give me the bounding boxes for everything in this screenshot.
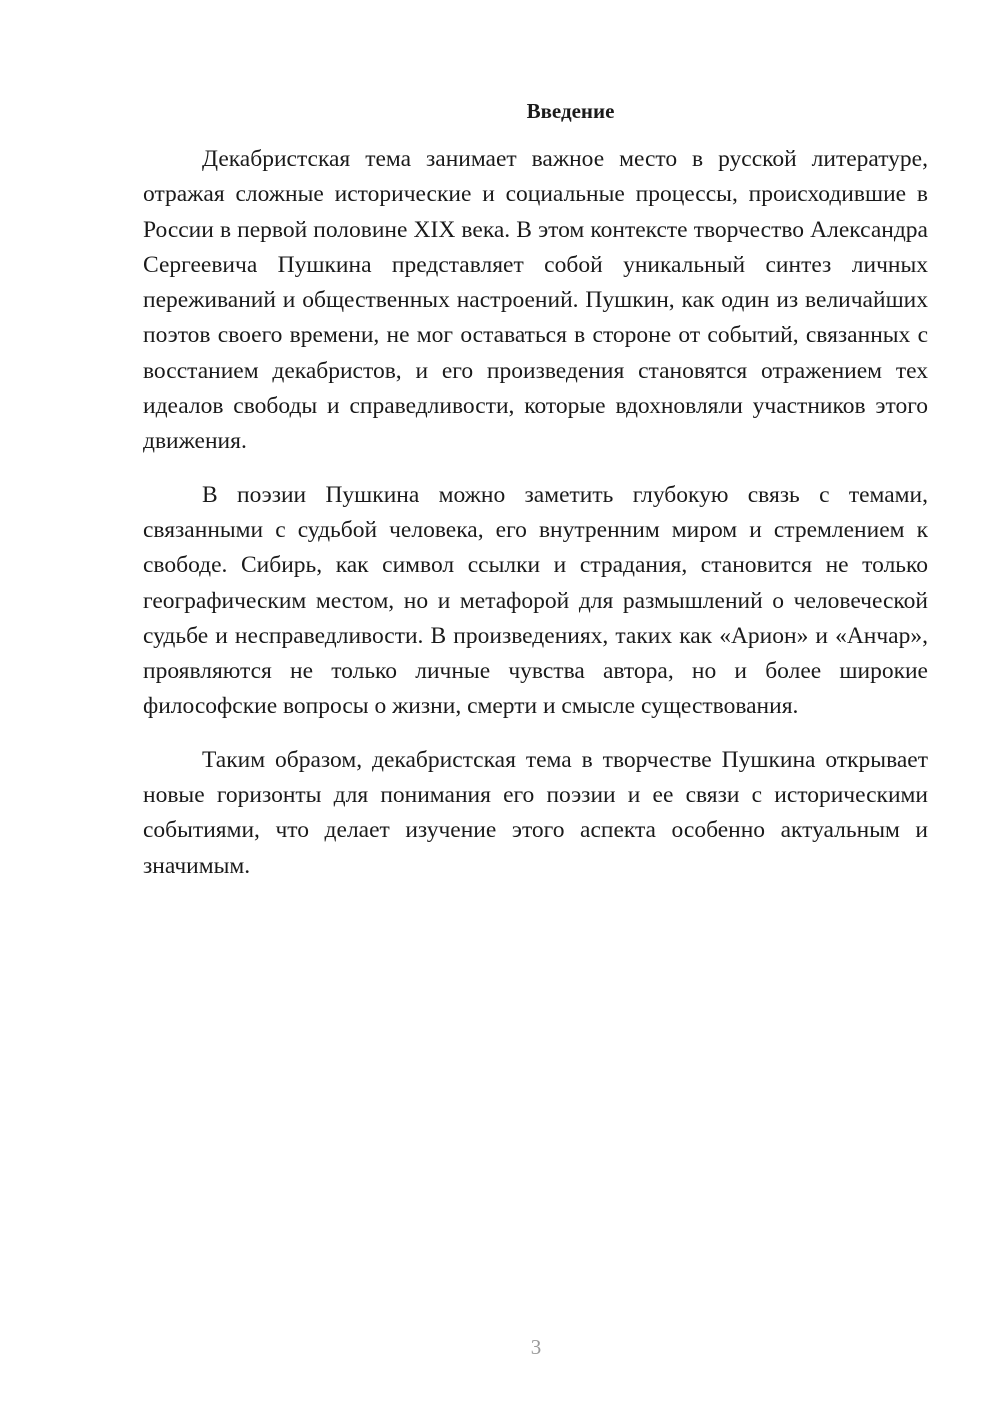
paragraph-1: Декабристская тема занимает важное место в русской литературе, отражая сложные исторические и социальные процессы, происходившие в России в первой половине XIX века. В этом контексте творчество Александра Сергеевича Пушкина представляет собой уникальный синтез личных переживаний и общественных настроений. Пушкин, как один из величайших поэтов своего времени, не мог оставаться в стороне от событий, связанных с восстанием декабристов, и его произведения становятся отражением тех идеалов свободы и справедливости, которые вдохновляли участников этого движения.	[143, 146, 928, 455]
body-text	[143, 142, 928, 902]
section-heading: Введение	[526, 99, 615, 123]
paragraph-3: Таким образом, декабристская тема в творчестве Пушкина открывает новые горизонты для понимания его поэзии и ее связи с историческими событиями, что делает изучение этого аспекта особенно актуальным и значимым.	[143, 746, 928, 879]
page-number: 3	[530, 1335, 542, 1359]
paragraph-2: В поэзии Пушкина можно заметить глубокую связь с темами, связанными с судьбой человека, его внутренним миром и стремлением к свободе. Сибирь, как символ ссылки и страдания, становится не только географическим местом, но и метафорой для размышлений о человеческой судьбе и несправедливости. В произведениях, таких как «Арион» и «Анчар», проявляются не только личные чувства автора, но и более широкие философские вопросы о жизни, смерти и смысле существования.	[143, 481, 928, 720]
